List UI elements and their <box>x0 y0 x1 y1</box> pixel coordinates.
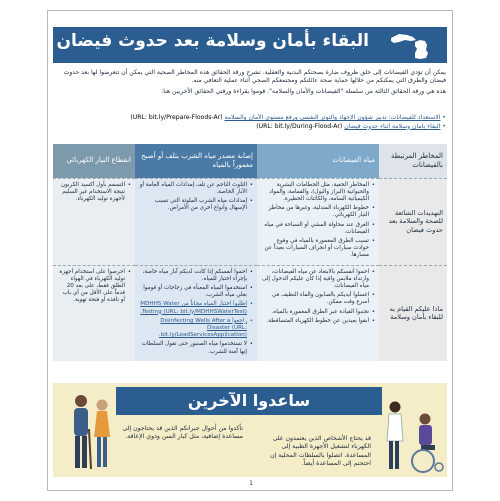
list-item: • إمدادات مياه الشرب الملوثة التي تسبب الإسهال وأنواع أخرى من الأمراض. <box>139 198 253 212</box>
list-item: • المخاطر الخفية، مثل الحطامات البشرية والحيوانية (البراز والبول)، والقمامة، والمواد الكيميائية السامة، والكائنات الخطيرة. <box>261 182 375 204</box>
link-prepare-floods[interactable]: الاستعداد للفيضانات: تدبير شؤون الإجهاد والتوتر النفسي ورفع مستوى الأمان والسلامة <box>224 114 441 121</box>
list-item: • ابقوا بعيدين عن خطوط الكهرباء المتساقطة. <box>261 318 375 325</box>
list-item: • التسمم بأول أكسيد الكربون نتيجة الاستخدام غير السليم لأجهزة توليد الكهرباء. <box>57 182 131 204</box>
cell-threats-power <box>53 178 135 265</box>
cell-threats-flood <box>257 178 379 265</box>
cell-actions-drinking <box>135 265 257 361</box>
header-flood-water: مياه الفيضانات <box>257 144 379 178</box>
hazards-table <box>53 144 447 361</box>
link-item-prepare <box>56 114 446 123</box>
list-item: • لا تستخدموا مياه الصنبور حتى تقول السلطات إنها آمنة للشرب. <box>139 341 253 355</box>
related-links <box>56 114 446 131</box>
help-section-title: ساعدوا الآخرين <box>116 387 382 415</box>
cell-threats-drinking <box>135 178 257 265</box>
header-power-outage: انقطاع التيار الكهربائي <box>53 144 135 178</box>
row-label-threats: التهديدات الشائعة للصحة والسلامة بعد حدوث فيضان <box>379 178 447 265</box>
michigan-map-icon <box>385 29 439 61</box>
table-row <box>53 265 447 361</box>
intro-paragraph-1: يمكن أن تؤدي الفيضانات إلى خلق ظروف ضارة بصحتكم البدنية والعقلية. تشرح ورقة الحقائق هذه المخاطر الصحية التي يمكن أن تتعرضوا لها بعد حدوث فيضان والطرق التي يمكنكم من خلالها حماية صحة عائلتكم ومجتمعكم الصحي أثناء عملية التعافي منه. <box>63 69 446 85</box>
list-item: • خطوط الكهرباء المتدلية، وغيرها من مخاطر التيار الكهربائي. <box>261 205 375 219</box>
elderly-couple-illustration-icon <box>67 389 117 475</box>
link-during-url: (URL: bit.ly/During-Flood-Ar) <box>256 122 343 130</box>
list-item: • التلوث الناجم عن تلف إمدادات المياه العامة أو الآبار الخاصة. <box>139 182 253 196</box>
page-number: 1 <box>249 480 253 487</box>
link-disinfecting-wells[interactable]: • راجعوا Disinfecting Wells After a Disaster (URL: bit.ly/LeadServicesApplication). <box>139 318 253 340</box>
list-item: • استخدموا المياه المعبأة في زجاجات أو قوموا بغلي مياه الشرب. <box>139 285 253 299</box>
cell-actions-flood <box>257 265 379 361</box>
table-row <box>53 178 447 265</box>
fact-sheet-page <box>47 10 453 491</box>
cell-actions-power <box>53 265 135 361</box>
link-water-testing[interactable]: • اطلبوا اختبار المياه مجاناً من MDHHS Water Testing (URL: bit.ly/MDHHSWaterTest). <box>139 301 253 315</box>
list-item: • تسبب الطرق المغمورة بالمياه في وقوع حوادث سيارات أو انجراف السيارات بعيداً عن مسارها. <box>261 238 375 260</box>
wheelchair-caregiver-illustration-icon <box>383 397 445 475</box>
link-during-flood[interactable]: البقاء بأمان وسلامة أثناء حدوث فيضان <box>344 122 441 130</box>
help-text-medical: قد يحتاج الأشخاص الذين يعتمدون على الكهرباء لتشغيل الأجهزة الطبية إلى المساعدة. اتصلوا بالسلطات المحلية إن احتجتم إلى المساعدة أيضاً. <box>270 435 371 467</box>
list-item: • احرصوا على استخدام أجهزة توليد الكهرباء في الهواء الطلق فقط، على بعد 20 قدماً على الأقل من أي باب أو نافذة أو فتحة تهوية. <box>57 269 131 305</box>
title-banner <box>53 27 447 63</box>
list-item: • تجنبوا القيادة عبر الطرق المغمورة بالمياه. <box>261 309 375 316</box>
intro-text <box>56 69 446 100</box>
help-text-neighbors: تأكدوا من أحوال جيرانكم الذين قد يحتاجون إلى مساعدة إضافية، مثل كبار السن وذوي الإعاقة. <box>122 425 243 441</box>
link-item-during <box>56 123 446 132</box>
list-item: • احموا أنفسكم بالابتعاد عن مياه الفيضانات، وارتداء ملابس واقية إذا كان عليكم الدخول إلى مياه الفيضانات. <box>261 269 375 291</box>
table-header-row <box>53 144 447 178</box>
list-item: • الغرق عند محاولة المشي أو السباحة في مياه الفيضانات. <box>261 222 375 236</box>
link-prepare-url: (URL: bit.ly/Prepare-Floods-Ar) <box>130 114 223 121</box>
header-drinking-water: إصابة مصدر مياه الشرب بتلف أو أصبح مغموراً بالمياه <box>135 144 257 178</box>
help-others-section <box>53 383 447 477</box>
bullet-icon: • <box>440 122 446 130</box>
bullet-icon: • <box>440 114 446 121</box>
list-item: • احموا أنفسكم إذا كانت لديكم آبار مياه خاصة، بإجراء اختبار للمياه. <box>139 269 253 283</box>
list-item: • اغسلوا أيديكم بالصابون والماء النظيف في أسرع وقت ممكن. <box>261 292 375 306</box>
header-hazards: المخاطر المرتبطة بالفيضانات <box>379 144 447 178</box>
intro-paragraph-2: هذه هي ورقة الحقائق الثالثة من سلسلة "الفيضانات والأمان والسلامة". قوموا بقراءة ورقتي الحقائق الأخريين هنا: <box>161 88 446 96</box>
row-label-actions: ماذا عليكم القيام به للبقاء بأمان وسلامة <box>379 265 447 361</box>
page-title: البقاء بأمان وسلامة بعد حدوث فيضان <box>56 31 369 51</box>
